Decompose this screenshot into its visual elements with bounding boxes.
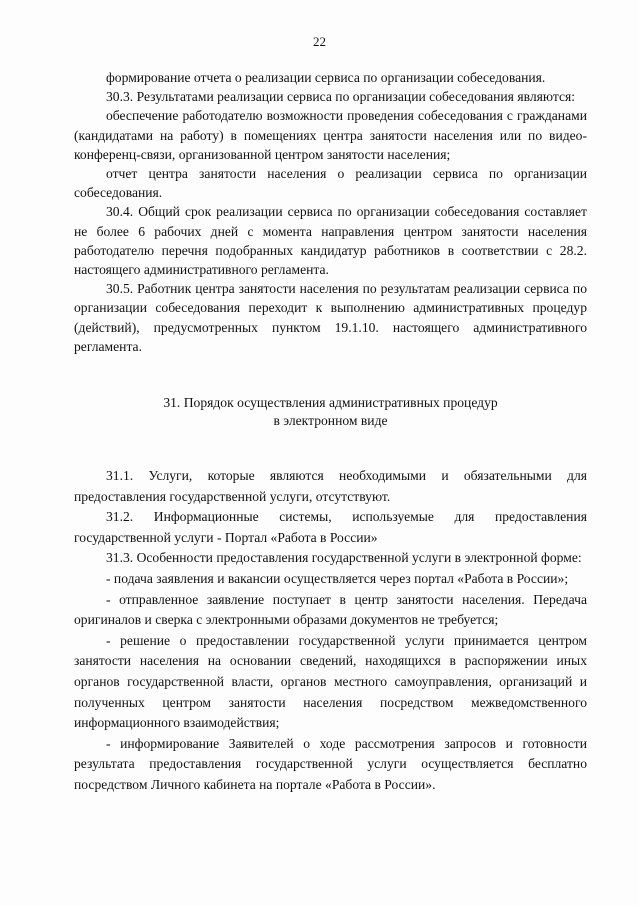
bullet-31-3-2: - отправленное заявление поступает в центр занятости населения. Передача оригиналов и сверка с электронными образами документов не требуется;	[74, 591, 587, 628]
paragraph-30-5: 30.5. Работник центра занятости населения по результатам реализации сервиса по организации собеседования переходит к выполнению административных процедур (действий), предусмотренных пунктом 19.1.10. настоящего административного регламента.	[74, 281, 587, 354]
paragraph-31-3: 31.3. Особенности предоставления государственной услуги в электронной форме:	[106, 550, 582, 566]
section-31-heading-line-2: в электронном виде	[273, 413, 388, 429]
section-31-heading	[74, 394, 587, 430]
paragraph-30-3-item-2: отчет центра занятости населения о реализации сервиса по организации собеседования.	[74, 166, 587, 201]
document-body	[74, 68, 587, 796]
page-number: 22	[313, 34, 326, 49]
bullet-31-3-4: - информирование Заявителей о ходе рассмотрения запросов и готовности результата предоставления государственной услуги осуществляется бесплатно посредством Личного кабинета на портале «Работа в России».	[74, 735, 587, 792]
paragraph-31-1: 31.1. Услуги, которые являются необходимыми и обязательными для предоставления государственной услуги, отсутствуют.	[74, 468, 587, 504]
bullet-31-3-3: - решение о предоставлении государственной услуги принимается центром занятости населения на основании сведений, находящихся в распоряжении иных органов государственной власти, органов местного самоуправления, организаций и полученных центром занятости населения посредством межведомственного информационного взаимодействия;	[74, 632, 587, 731]
paragraph-30-2-end: формирование отчета о реализации сервиса по организации собеседования.	[106, 70, 546, 85]
section-31-heading-line-1: 31. Порядок осуществления административных процедур	[163, 395, 498, 411]
paragraph-30-3-item-1: обеспечение работодателю возможности проведения собеседования с гражданами (кандидатами на работу) в помещениях центра занятости населения или по видео-конференц-связи, организованной центром занятости населения;	[74, 108, 587, 162]
bullet-31-3-1: - подача заявления и вакансии осуществляется через портал «Работа в России»;	[106, 571, 569, 587]
paragraph-30-3: 30.3. Результатами реализации сервиса по организации собеседования являются:	[106, 89, 576, 105]
paragraph-31-2: 31.2. Информационные системы, используемые для предоставления государственной услуги - Портал «Работа в России»	[74, 509, 587, 545]
paragraph-30-4: 30.4. Общий срок реализации сервиса по организации собеседования составляет не более 6 рабочих дней с момента направления центром занятости населения работодателю перечня подобранных кандидатур работников в соответствии с 28.2. настоящего административного регламента.	[74, 204, 587, 278]
